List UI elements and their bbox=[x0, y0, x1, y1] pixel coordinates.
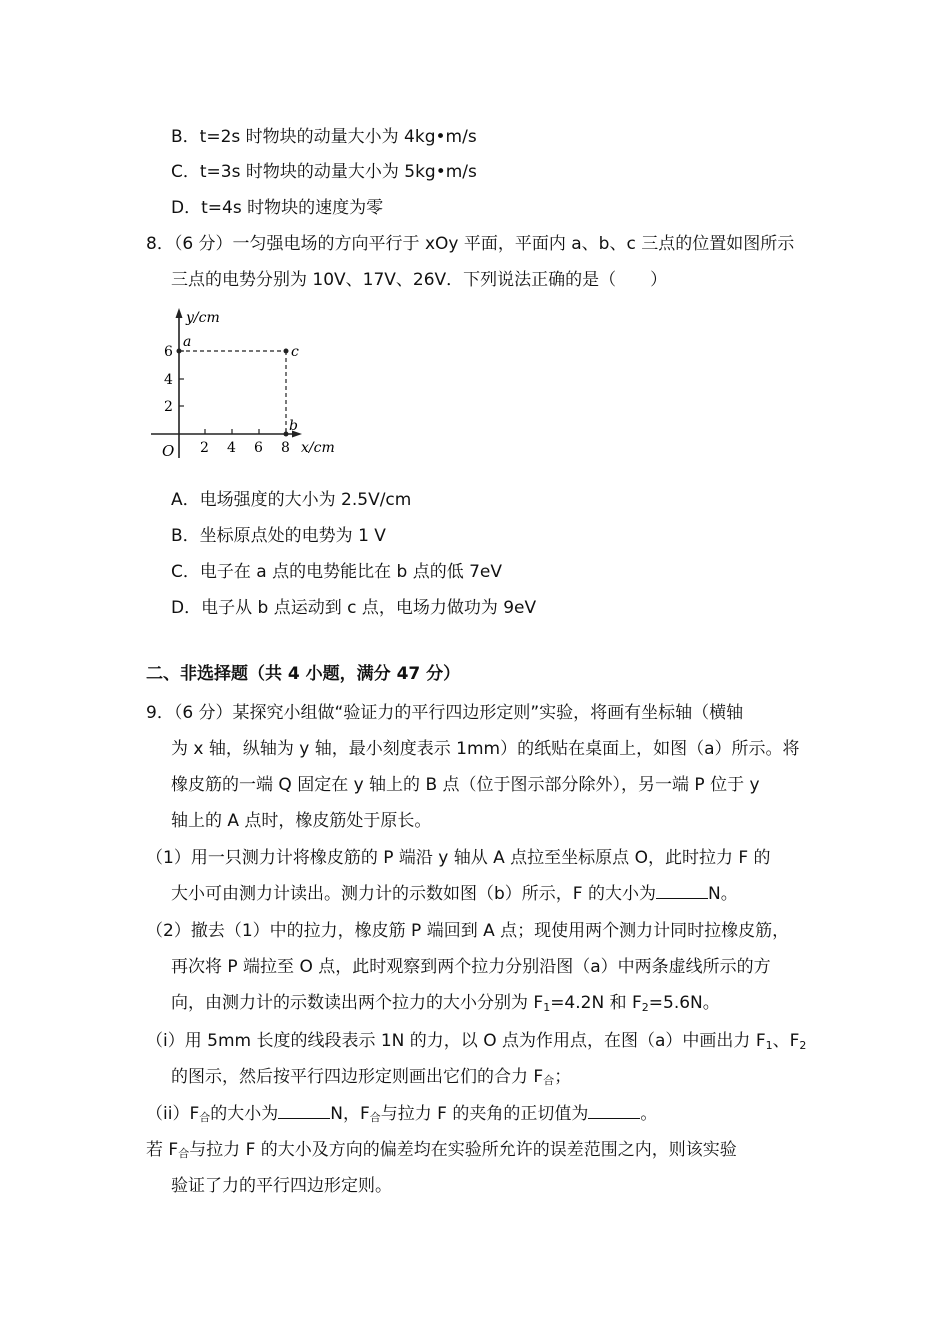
q8-option-a: A．电场强度的大小为 2.5V/cm bbox=[171, 490, 412, 510]
text-segment: 向，由测力计的示数读出两个拉力的大小分别为 F bbox=[171, 993, 544, 1013]
y-tick-label-2: 2 bbox=[164, 399, 173, 415]
point-a-dot bbox=[177, 349, 182, 354]
q8-stem-line1: 8．（6 分）一匀强电场的方向平行于 xOy 平面，平面内 a、b、c 三点的位置如图所示 bbox=[146, 234, 795, 254]
subscript: 2 bbox=[799, 1039, 807, 1052]
q9-part1-line1: （1）用一只测力计将橡皮筋的 P 端沿 y 轴从 A 点拉至坐标原点 O，此时拉力 F 的 bbox=[146, 848, 771, 868]
answer-blank-f-he[interactable] bbox=[278, 1102, 330, 1119]
text-segment: 的图示，然后按平行四边形定则画出它们的合力 F bbox=[171, 1067, 544, 1087]
y-tick-label-6: 6 bbox=[164, 344, 173, 360]
q8-option-b: B．坐标原点处的电势为 1 V bbox=[171, 526, 386, 546]
q8-option-c: C．电子在 a 点的电势能比在 b 点的低 7eV bbox=[171, 562, 503, 582]
text-segment: 若 F bbox=[146, 1140, 179, 1160]
text-segment: 、F bbox=[772, 1031, 800, 1051]
q9-conclusion-line1 bbox=[146, 1138, 737, 1166]
q9-part-i-line2 bbox=[171, 1065, 571, 1093]
q8-option-d: D．电子从 b 点运动到 c 点，电场力做功为 9eV bbox=[171, 598, 537, 618]
point-c-dot bbox=[284, 349, 289, 354]
subscript: 合 bbox=[369, 1111, 381, 1124]
q9-part2-line3 bbox=[171, 991, 720, 1020]
text-segment: 与拉力 F 的大小及方向的偏差均在实验所允许的误差范围之内，则该实验 bbox=[189, 1140, 737, 1160]
point-c-label: c bbox=[291, 344, 299, 360]
text-segment: 的大小为 bbox=[210, 1104, 279, 1124]
subscript: 合 bbox=[178, 1147, 190, 1160]
y-axis-label: y/cm bbox=[186, 310, 220, 326]
q9-conclusion-line2: 验证了力的平行四边形定则。 bbox=[171, 1176, 392, 1196]
q9-part-ii bbox=[146, 1102, 657, 1130]
q8-stem-line2: 三点的电势分别为 10V、17V、26V．下列说法正确的是（ ） bbox=[171, 270, 668, 290]
q9-stem-line1: 9．（6 分）某探究小组做“验证力的平行四边形定则”实验，将画有坐标轴（横轴 bbox=[146, 703, 744, 723]
q8-coordinate-figure bbox=[146, 306, 346, 466]
y-axis-arrow-icon bbox=[176, 308, 183, 318]
q9-part-i-line1 bbox=[146, 1029, 806, 1058]
subscript: 1 bbox=[765, 1039, 773, 1052]
section-heading: 二、非选择题（共 4 小题，满分 47 分） bbox=[146, 664, 461, 684]
q9-stem-line3: 橡皮筋的一端 Q 固定在 y 轴上的 B 点（位于图示部分除外），另一端 P 位于 y bbox=[171, 775, 760, 795]
x-axis-label: x/cm bbox=[301, 440, 335, 456]
q7-option-b: B．t=2s 时物块的动量大小为 4kg•m/s bbox=[171, 127, 477, 147]
q9-part1-text: 大小可由测力计读出。测力计的示数如图（b）所示，F 的大小为 bbox=[171, 884, 656, 904]
x-tick-label-4: 4 bbox=[227, 440, 236, 456]
text-segment: （i）用 5mm 长度的线段表示 1N 的力，以 O 点为作用点，在图（a）中画出力 F bbox=[146, 1031, 766, 1051]
q9-stem-line2: 为 x 轴，纵轴为 y 轴，最小刻度表示 1mm）的纸贴在桌面上，如图（a）所示。将 bbox=[171, 739, 800, 759]
text-segment: 。 bbox=[640, 1104, 658, 1124]
subscript: 2 bbox=[641, 1001, 649, 1014]
text-segment: ； bbox=[554, 1067, 572, 1087]
q9-part2-line1: （2）撤去（1）中的拉力，橡皮筋 P 端回到 A 点；现使用两个测力计同时拉橡皮筋， bbox=[146, 921, 790, 941]
origin-label: O bbox=[162, 442, 175, 460]
text-segment: （ii）F bbox=[146, 1104, 200, 1124]
subscript: 合 bbox=[543, 1074, 555, 1087]
answer-blank-f[interactable] bbox=[656, 882, 708, 899]
x-tick-label-6: 6 bbox=[254, 440, 263, 456]
subscript: 合 bbox=[199, 1111, 211, 1124]
point-b-label: b bbox=[289, 418, 298, 434]
point-a-label: a bbox=[183, 334, 192, 350]
x-tick-label-8: 8 bbox=[281, 440, 290, 456]
q9-part1-line2 bbox=[171, 882, 738, 906]
point-b-dot bbox=[284, 432, 289, 437]
answer-blank-tangent[interactable] bbox=[588, 1102, 640, 1119]
q9-part1-unit: N。 bbox=[707, 884, 738, 904]
subscript: 1 bbox=[543, 1001, 551, 1014]
text-segment: =5.6N。 bbox=[648, 993, 720, 1013]
q7-option-d: D．t=4s 时物块的速度为零 bbox=[171, 198, 384, 218]
q9-stem-line4: 轴上的 A 点时，橡皮筋处于原长。 bbox=[171, 811, 432, 831]
text-segment: N，F bbox=[330, 1104, 370, 1124]
q7-option-c: C．t=3s 时物块的动量大小为 5kg•m/s bbox=[171, 162, 477, 182]
text-segment: =4.2N 和 F bbox=[550, 993, 642, 1013]
y-tick-label-4: 4 bbox=[164, 372, 173, 388]
text-segment: 与拉力 F 的夹角的正切值为 bbox=[380, 1104, 589, 1124]
q9-part2-line2: 再次将 P 端拉至 O 点，此时观察到两个拉力分别沿图（a）中两条虚线所示的方 bbox=[171, 957, 771, 977]
x-tick-label-2: 2 bbox=[200, 440, 209, 456]
